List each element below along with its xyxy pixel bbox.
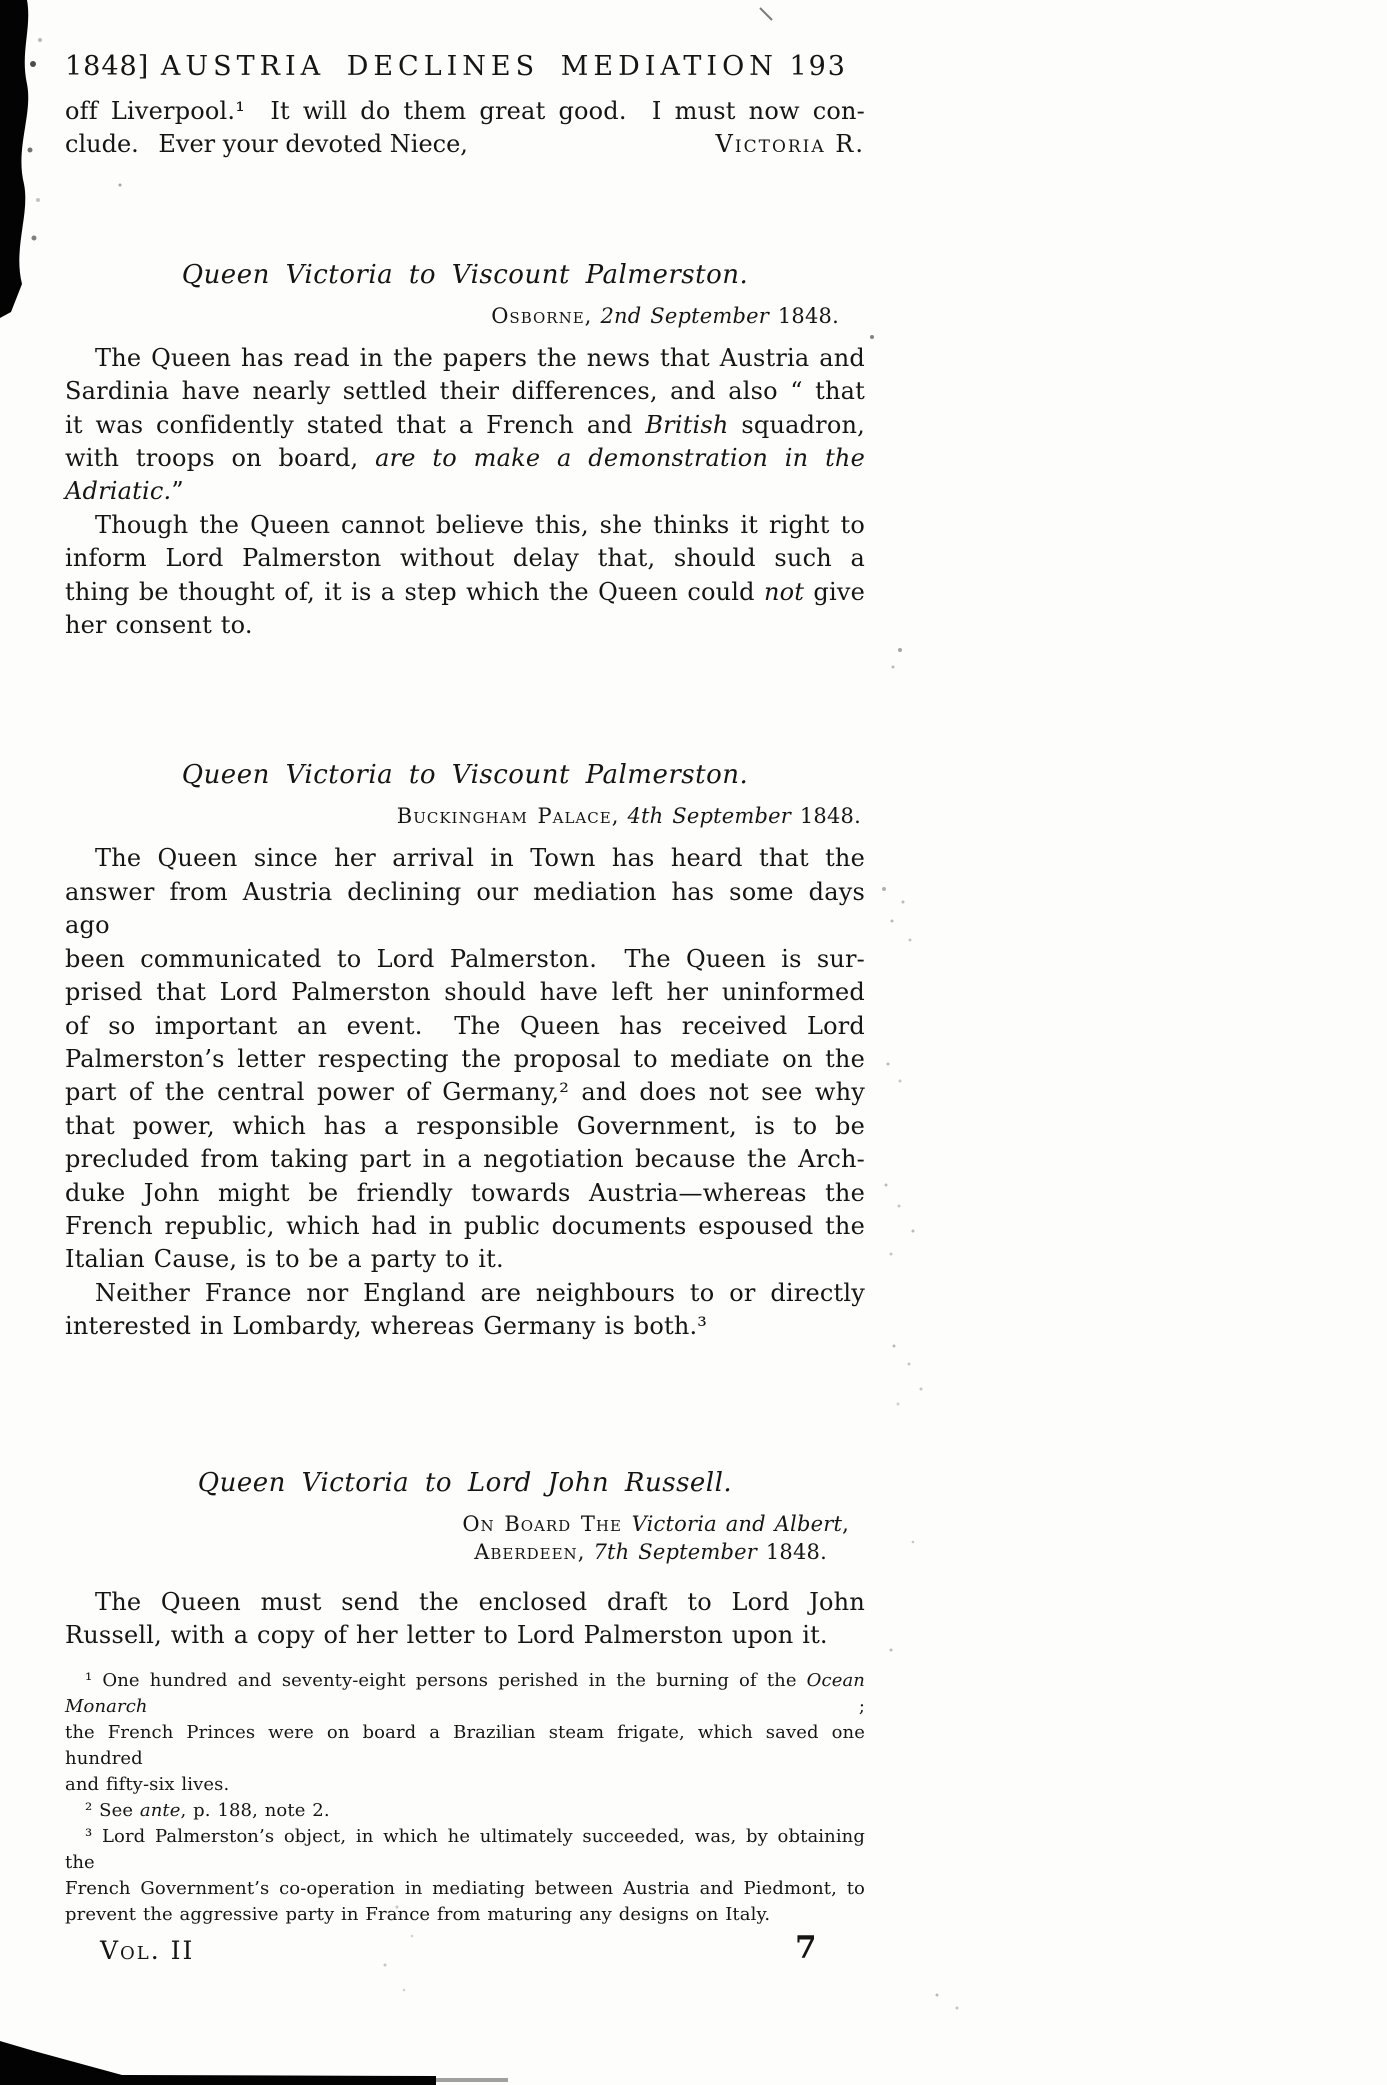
text-line — [65, 1902, 865, 1928]
scan-artifact-top-left — [0, 0, 60, 330]
text-segment: squadron, — [728, 410, 865, 439]
text-segment: her consent to. — [65, 611, 253, 640]
paragraph — [65, 1824, 865, 1928]
paragraph — [65, 509, 865, 643]
text-segment: , — [577, 1539, 594, 1564]
scan-artifact-bottom-left — [0, 2025, 540, 2085]
text-segment: 4th September — [627, 804, 791, 829]
text-line — [65, 1143, 865, 1176]
text-segment: , p. 188, note 2. — [180, 1800, 330, 1822]
running-header — [65, 50, 865, 84]
text-segment: ² See — [85, 1800, 140, 1822]
paragraph — [65, 1668, 865, 1798]
text-segment: ; — [147, 1696, 865, 1718]
text-segment: inform Lord Palmerston without delay that, should such a — [65, 544, 865, 573]
text-segment: Ocean Monarch — [65, 1670, 865, 1718]
text-segment: that power, which has a responsible Government, is to be — [65, 1111, 865, 1140]
text-segment: French republic, which had in public documents espoused the — [65, 1211, 865, 1240]
text-segment: ” — [171, 477, 184, 506]
text-line — [65, 1772, 865, 1798]
text-line — [65, 976, 865, 1009]
text-segment: of so important an event. The Queen has received Lord — [65, 1011, 865, 1040]
text-line — [65, 542, 865, 575]
text-segment: 2nd September — [600, 303, 769, 328]
text-line — [65, 1586, 865, 1619]
text-segment: interested in Lombardy, whereas Germany is both.³ — [65, 1312, 708, 1341]
text-segment: ¹ One hundred and seventy-eight persons perished in the burning of the — [85, 1670, 807, 1692]
text-segment: give — [804, 577, 865, 606]
letter-heading: Queen Victoria to Viscount Palmerston. — [181, 760, 749, 791]
text-line — [65, 1177, 865, 1210]
letter-continuation — [65, 95, 865, 162]
text-line — [65, 1243, 865, 1276]
text-segment: Adriatic. — [65, 477, 172, 506]
text-line — [65, 1076, 865, 1109]
text-segment: are to make a demonstration in the — [375, 444, 865, 473]
text-line — [65, 302, 865, 330]
paragraph — [65, 1586, 865, 1653]
text-line — [65, 576, 865, 609]
text-line — [65, 409, 865, 442]
text-segment: off Liverpool.¹ It will do them great good. I must now con- — [65, 97, 865, 125]
paragraph — [65, 1277, 865, 1344]
letter-body — [65, 342, 865, 643]
text-segment: The Queen must send the enclosed draft to Lord John — [95, 1587, 865, 1616]
text-segment: , — [584, 303, 601, 328]
page-footer — [65, 1930, 865, 1976]
letter-body — [65, 1586, 865, 1653]
text-line — [65, 1110, 865, 1143]
letter-dateline — [65, 802, 865, 830]
text-line — [65, 342, 865, 375]
volume-label: Vol. II — [100, 1936, 195, 1966]
text-segment: with troops on board, — [65, 444, 376, 473]
text-line — [65, 876, 865, 943]
footnotes-section — [65, 1668, 865, 1928]
text-segment: Osborne — [491, 303, 585, 328]
text-segment: the French Princes were on board a Brazilian steam frigate, which saved one hundred — [65, 1722, 865, 1770]
text-line — [65, 95, 865, 128]
text-line — [65, 1210, 865, 1243]
text-segment: precluded from taking part in a negotiation because the Arch- — [65, 1145, 865, 1174]
paragraph — [65, 842, 865, 1276]
header-year: 1848] — [65, 51, 150, 82]
text-line — [65, 1876, 865, 1902]
text-line — [65, 442, 865, 475]
printer-signature-mark: 7 — [795, 1930, 817, 1967]
text-segment: British — [645, 410, 729, 439]
letter-dateline — [65, 1510, 865, 1566]
text-segment: been communicated to Lord Palmerston. The Queen is sur- — [65, 944, 865, 973]
text-segment: Neither France nor England are neighbours to or directly — [95, 1278, 865, 1307]
text-segment: Aberdeen — [474, 1539, 578, 1564]
text-segment: ³ Lord Palmerston’s object, in which he ultimately succeeded, was, by obtaining the — [65, 1826, 865, 1874]
text-segment: Palmerston’s letter respecting the proposal to mediate on the — [65, 1044, 865, 1073]
text-segment: , — [611, 804, 628, 829]
text-segment: 7th September — [593, 1539, 757, 1564]
letter-heading: Queen Victoria to Lord John Russell. — [197, 1467, 733, 1498]
text-line — [65, 842, 865, 875]
text-line — [65, 1043, 865, 1076]
text-line — [65, 1798, 865, 1824]
text-line — [65, 1010, 865, 1043]
paragraph — [65, 1798, 865, 1824]
text-segment: Italian Cause, is to be a party to it. — [65, 1245, 504, 1274]
letter-body — [65, 842, 865, 1343]
text-segment: it was confidently stated that a French and — [65, 410, 646, 439]
text-line — [65, 802, 865, 830]
text-line — [65, 943, 865, 976]
letter-section — [65, 1466, 865, 1653]
text-segment: The Queen has read in the papers the news that Austria and — [95, 343, 865, 372]
letter-heading: Queen Victoria to Viscount Palmerston. — [181, 259, 749, 290]
text-line — [65, 1824, 865, 1876]
text-segment: and fifty-six lives. — [65, 1774, 230, 1796]
text-column — [65, 50, 865, 1976]
text-segment: ante — [139, 1800, 181, 1822]
text-line — [65, 1510, 865, 1538]
text-line — [65, 1538, 865, 1566]
text-segment: On Board The — [462, 1511, 632, 1536]
text-segment: Buckingham Palace — [396, 804, 612, 829]
text-segment: not — [763, 577, 805, 606]
text-segment: thing be thought of, it is a step which the Queen could — [65, 577, 764, 606]
text-segment: prised that Lord Palmerston should have left her uninformed — [65, 978, 865, 1007]
text-line — [65, 1668, 865, 1720]
page-number: 193 — [789, 51, 847, 82]
text-line — [65, 475, 865, 508]
text-segment: 1848. — [769, 303, 839, 328]
letter-dateline — [65, 302, 865, 330]
text-line — [65, 375, 865, 408]
text-line — [65, 509, 865, 542]
text-segment: prevent the aggressive party in France from maturing any designs on Italy. — [65, 1904, 771, 1926]
text-segment: , — [842, 1511, 849, 1536]
text-segment: Russell, with a copy of her letter to Lord Palmerston upon it. — [65, 1620, 828, 1649]
text-segment: part of the central power of Germany,² and does not see why — [65, 1078, 865, 1107]
text-line — [65, 1720, 865, 1772]
text-segment: The Queen since her arrival in Town has heard that the — [95, 844, 865, 873]
text-segment: answer from Austria declining our mediation has some days ago — [65, 877, 865, 940]
running-title: AUSTRIA DECLINES MEDIATION — [160, 51, 778, 82]
text-line — [65, 609, 865, 642]
text-segment: duke John might be friendly towards Austria—whereas the — [65, 1178, 865, 1207]
letter-section — [65, 258, 865, 643]
text-line — [65, 1619, 865, 1652]
text-line — [65, 1310, 865, 1343]
text-segment: 1848. — [791, 804, 861, 829]
text-segment: Though the Queen cannot believe this, she thinks it right to — [95, 510, 865, 539]
paragraph — [65, 342, 865, 509]
closing-text: clude. Ever your devoted Niece, — [65, 130, 468, 159]
letter-section — [65, 758, 865, 1343]
text-segment: Victoria and Albert — [631, 1511, 843, 1536]
text-segment: French Government’s co-operation in mediating between Austria and Piedmont, to — [65, 1878, 865, 1900]
text-line — [65, 1277, 865, 1310]
text-segment: 1848. — [757, 1539, 827, 1564]
closing-line — [65, 128, 865, 161]
text-segment: Sardinia have nearly settled their differences, and also “ that — [65, 377, 865, 406]
signature: Victoria R. — [715, 130, 865, 159]
